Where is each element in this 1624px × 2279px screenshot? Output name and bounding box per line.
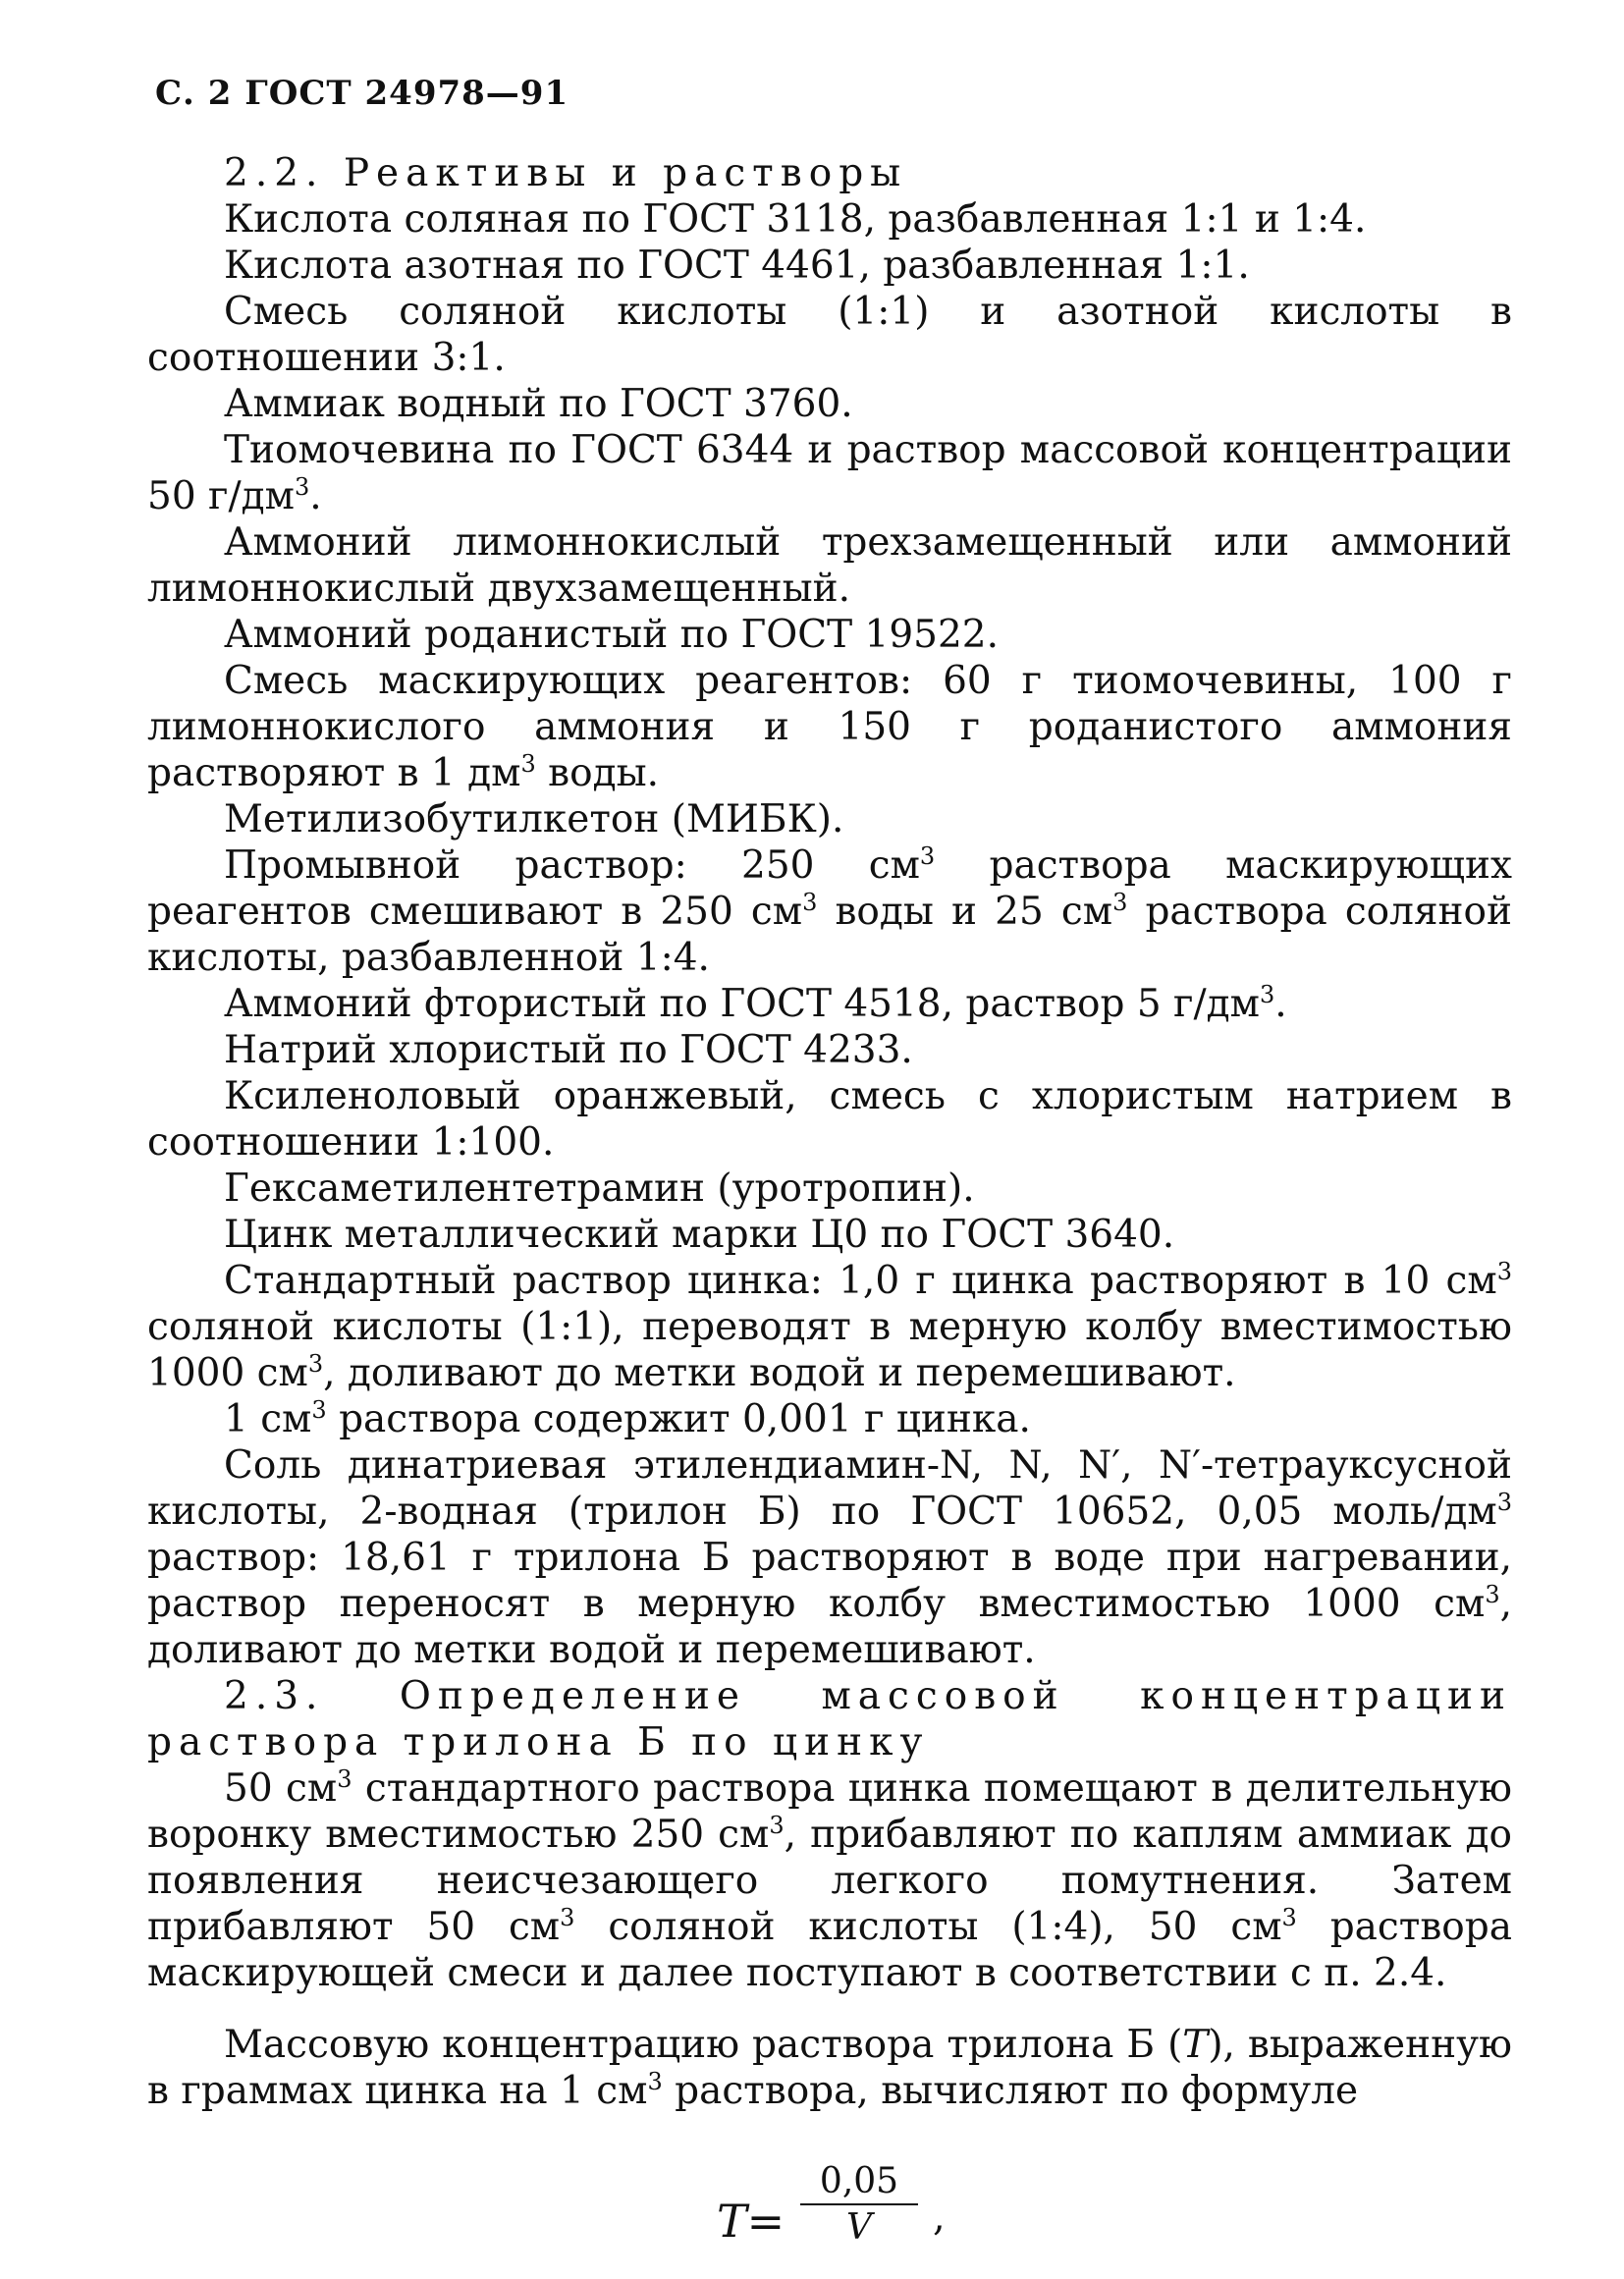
paragraph: Цинк металлический марки Ц0 по ГОСТ 3640. <box>224 1213 1175 1257</box>
paragraph: Смесь маскирующих реагентов: 60 г тиомочевины, 100 г лимоннокислого аммония и 150 г роданистого аммония растворяют в 1 $дм^3$ воды. <box>147 659 1512 795</box>
paragraph: 50 $см^3$ стандартного раствора цинка помещают в делительную воронку вместимостью 250 $см^3$, прибавляют по каплям аммиак до появления неисчезающего легкого помутнения. Затем прибавляют 50 $см^3$ соляной кислоты (1:4), 50 $см^3$ раствора маскирующей смеси и далее поступают в соответствии с п. 2.4. <box>147 1765 1512 1995</box>
formula-denominator: V <box>846 2207 872 2248</box>
document-page <box>147 74 1512 2279</box>
section-2-3-title-cont: раствора трилона Б по цинку <box>147 1720 930 1764</box>
formula-lhs: T= <box>717 2195 785 2248</box>
section-2-2-title: 2.2. Реактивы и растворы <box>224 151 908 195</box>
formula-fraction <box>800 2161 918 2248</box>
paragraph: Стандартный раствор цинка: 1,0 г цинка растворяют в 10 $см^3$ соляной кислоты (1:1), переводят в мерную колбу вместимостью 1000 $см^3$, доливают до метки водой и перемешивают. <box>147 1258 1512 1395</box>
paragraph: Аммоний фтористый по ГОСТ 4518, раствор 5 $г/дм^3$. <box>224 981 1287 1026</box>
formula <box>717 2161 1512 2279</box>
paragraph: Гексаметилентетрамин (уротропин). <box>224 1167 975 1211</box>
paragraph: Кислота азотная по ГОСТ 4461, разбавленная 1:1. <box>224 244 1250 288</box>
paragraph: Аммоний лимоннокислый трехзамещенный или аммоний лимоннокислый двухзамещенный. <box>147 520 1512 611</box>
paragraph: Ксиленоловый оранжевый, смесь с хлористым натрием в соотношении 1:100. <box>147 1074 1512 1165</box>
paragraph: Аммиак водный по ГОСТ 3760. <box>224 382 853 426</box>
page-header: С. 2 ГОСТ 24978—91 <box>155 74 569 113</box>
paragraph: Натрий хлористый по ГОСТ 4233. <box>224 1028 913 1072</box>
paragraph: Тиомочевина по ГОСТ 6344 и раствор массовой концентрации 50 $г/дм^3$. <box>147 428 1512 518</box>
paragraph: Аммоний роданистый по ГОСТ 19522. <box>224 613 999 657</box>
paragraph: Массовую концентрацию раствора трилона Б (T), выраженную в граммах цинка на 1 $см^3$ раствора, вычисляют по формуле <box>147 2023 1512 2113</box>
paragraph: Промывной раствор: 250 $см^3$ раствора маскирующих реагентов смешивают в 250 $см^3$ воды и 25 $см^3$ раствора соляной кислоты, разбавленной 1:4. <box>147 842 1513 980</box>
paragraph: Кислота соляная по ГОСТ 3118, разбавленная 1:1 и 1:4. <box>224 197 1367 242</box>
paragraph: 1 $см^3$ раствора содержит 0,001 г цинка. <box>224 1396 1031 1441</box>
paragraph: Смесь соляной кислоты (1:1) и азотной кислоты в соотношении 3:1. <box>147 290 1512 380</box>
formula-numerator: 0,05 <box>800 2161 918 2205</box>
formula-comma: , <box>933 2195 946 2240</box>
paragraph: Метилизобутилкетон (МИБК). <box>224 797 844 841</box>
section-2-3-title: 2.3. Определение массовой концентрации <box>224 1674 1512 1718</box>
paragraph: Соль динатриевая этилендиамин-N, N, N′, N′-тетрауксусной кислоты, 2-водная (трилон Б) по ГОСТ 10652, 0,05 моль/$дм^3$ раствор: 18,61 г трилона Б растворяют в воде при нагревании, раствор переносят в мерную колбу вместимостью 1000 $см^3$, доливают до метки водой и перемешивают. <box>147 1443 1512 1672</box>
